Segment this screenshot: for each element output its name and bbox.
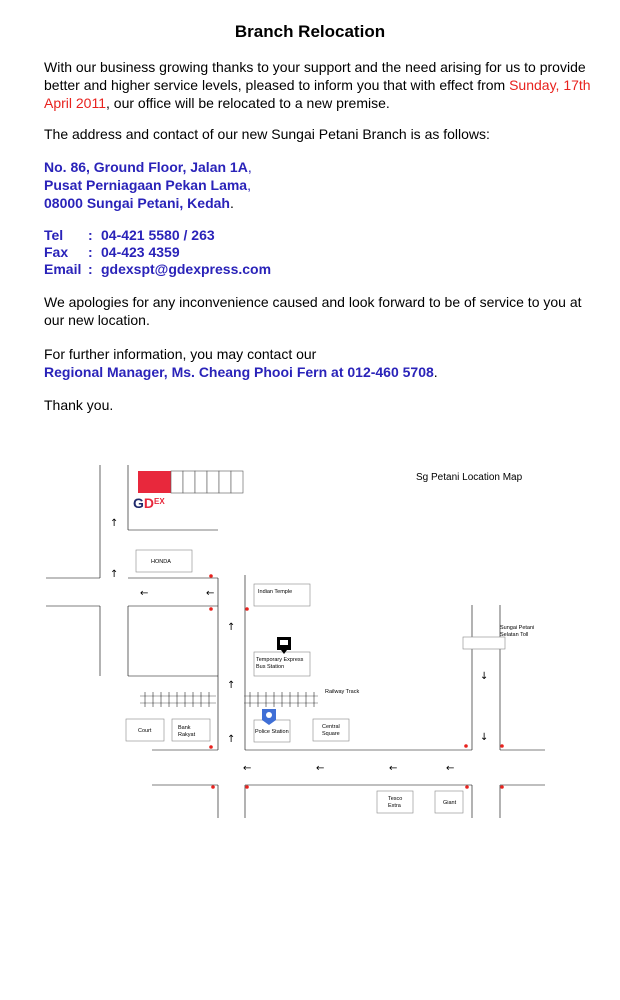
svg-text:↑: ↑ <box>227 622 236 633</box>
svg-text:←: ← <box>446 763 455 774</box>
contact-row-email <box>44 260 599 277</box>
court-label: Court <box>138 728 152 734</box>
giant-label: Giant <box>443 800 457 806</box>
apology-paragraph: We apologies for any inconvenience caused and look forward to be of service to you at our new location. <box>44 294 582 328</box>
indian-temple-label: Indian Temple <box>258 589 293 595</box>
toll-plaza <box>463 637 505 649</box>
honda-label: HONDA <box>151 559 171 565</box>
address-block <box>44 158 599 212</box>
svg-text:←: ← <box>316 763 325 774</box>
svg-text:↑: ↑ <box>227 734 236 745</box>
svg-text:↑: ↑ <box>110 518 119 529</box>
central-label-1: Central <box>322 724 340 730</box>
tesco-building <box>377 791 413 813</box>
police-station-label: Police Station <box>255 729 289 735</box>
contact-sep: : <box>88 244 93 260</box>
svg-text:↓: ↓ <box>480 671 489 682</box>
address-intro: The address and contact of our new Sungai Petani Branch is as follows: <box>44 126 490 142</box>
bank-label-1: Bank <box>178 725 191 731</box>
central-label-2: Square <box>322 731 340 737</box>
location-map <box>40 455 560 825</box>
address-line-1-punct: , <box>247 159 252 175</box>
address-line-1: No. 86, Ground Floor, Jalan 1A <box>44 159 248 175</box>
svg-text:←: ← <box>389 763 398 774</box>
svg-text:↓: ↓ <box>480 732 489 743</box>
address-line-2: Pusat Perniagaan Pekan Lama <box>44 177 248 193</box>
bank-label-2: Rakyat <box>178 732 196 738</box>
railway-track <box>140 692 318 707</box>
page-title: Branch Relocation <box>234 22 386 41</box>
further-info <box>44 345 599 381</box>
intro-text-end: , our office will be relocated to a new premise. <box>106 95 390 111</box>
indian-temple-building <box>254 584 310 606</box>
address-line-2-punct: , <box>247 177 251 193</box>
tesco-label-2: Extra <box>388 803 401 809</box>
gdex-logo <box>133 471 243 511</box>
contact-sep: : <box>88 227 93 243</box>
svg-text:↑: ↑ <box>227 680 236 691</box>
intro-text: With our business growing thanks to your support and the need arising for us to provide better and higher service levels, pleased to inform you that with effect from <box>44 59 586 93</box>
contact-label: Fax <box>44 244 69 260</box>
thank-you: Thank you. <box>44 397 114 413</box>
svg-text:←: ← <box>140 588 149 599</box>
contact-row-fax <box>44 243 599 260</box>
contact-fax-value: 04-423 4359 <box>101 244 180 260</box>
railway-label: Railway Track <box>325 689 360 695</box>
contact-label: Email <box>44 261 82 277</box>
svg-text:←: ← <box>206 588 215 599</box>
toll-label-2: Selatan Toll <box>500 632 529 638</box>
contact-sep: : <box>88 261 93 277</box>
address-line-3-punct: . <box>229 195 234 211</box>
map-title: Sg Petani Location Map <box>416 472 523 483</box>
further-info-text: For further information, you may contact our <box>44 346 317 362</box>
tesco-label-1: Tesco <box>388 796 403 802</box>
bus-station-label-2: Bus Station <box>256 664 285 670</box>
contact-email-value: gdexspt@gdexpress.com <box>101 261 272 277</box>
toll-label-1: Sungai Petani <box>500 625 535 631</box>
svg-text:←: ← <box>243 763 252 774</box>
contact-tel-value: 04-421 5580 / 263 <box>101 227 215 243</box>
bus-station-label-1: Temporary Express <box>256 657 304 663</box>
contact-label: Tel <box>44 227 64 243</box>
svg-text:↑: ↑ <box>110 569 119 580</box>
gdex-logo-text: $GD^{EX}$ <box>133 495 165 511</box>
central-square-building <box>313 719 349 741</box>
intro-paragraph <box>44 58 599 112</box>
traffic-light-markers <box>209 574 504 789</box>
contact-block <box>44 226 599 277</box>
contact-row-tel <box>44 226 599 243</box>
regional-manager-contact: Regional Manager, Ms. Cheang Phooi Fern at 012-460 5708 <box>44 364 434 380</box>
bus-icon <box>277 637 291 654</box>
relocation-date: Sunday, 17th April 2011 <box>44 77 591 111</box>
address-line-3: 08000 Sungai Petani, Kedah <box>44 195 230 211</box>
further-info-punct: . <box>433 364 438 380</box>
